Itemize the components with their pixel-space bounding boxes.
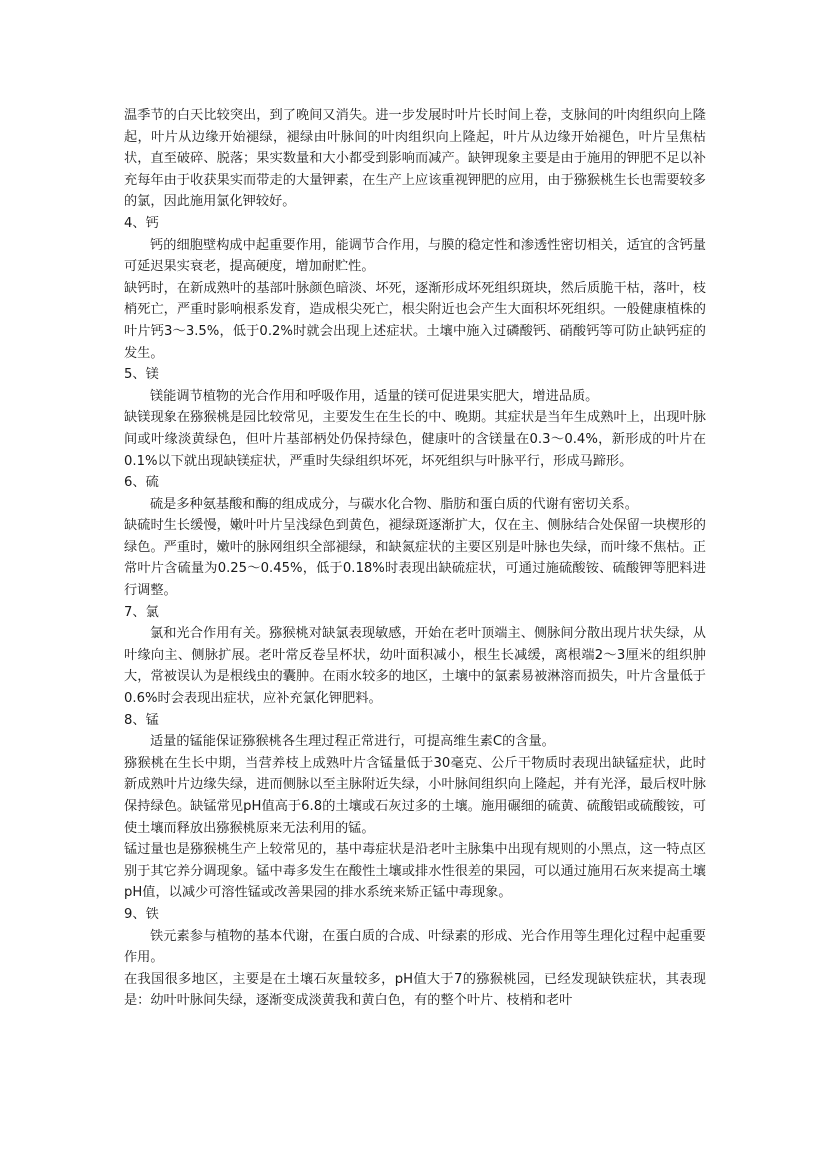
section-heading-calcium: 4、钙 [124, 215, 159, 231]
paragraph-magnesium-role: 镁能调节植物的光合作用和呼吸作用，适量的镁可促进果实肥大，增进品质。 [150, 388, 599, 404]
section-heading-chlorine: 7、氯 [124, 604, 159, 620]
section-heading-iron: 9、铁 [124, 906, 159, 922]
document-body [124, 105, 706, 1012]
section-heading-magnesium: 5、镁 [124, 367, 159, 383]
section-heading-sulfur: 6、硫 [124, 475, 159, 491]
paragraph-manganese-excess: 锰过量也是猕猴桃生产上较常见的，基中毒症状是沿老叶主脉集中出现有规则的小黑点，这一特点区别于其它养分调现象。锰中毒多发生在酸性土壤或排水性很差的果园，可以通过施用石灰来提高土壤pH值，以减少可溶性锰或改善果园的排水系统来矫正锰中毒现象。 [124, 842, 706, 901]
paragraph-manganese-role: 适量的锰能保证猕猴桃各生理过程正常进行，可提高维生素C的含量。 [150, 734, 555, 750]
paragraph-sulfur-role: 硫是多种氨基酸和酶的组成成分，与碳水化合物、脂肪和蛋白质的代谢有密切关系。 [150, 496, 638, 512]
paragraph-potassium-continued: 温季节的白天比较突出，到了晚间又消失。进一步发展时叶片长时间上卷，支脉间的叶肉组织向上隆起，叶片从边缘开始褪绿，褪绿由叶脉间的叶肉组织向上隆起，叶片从边缘开始褪色，叶片呈焦枯状，直至破碎、脱落；果实数量和大小都受到影响而减产。缺钾现象主要是由于施用的钾肥不足以补充每年由于收获果实而带走的大量钾素，在生产上应该重视钾肥的应用，由于猕猴桃生长也需要较多的氯，因此施用氯化钾较好。 [124, 108, 706, 210]
paragraph-sulfur-deficiency: 缺硫时生长缓慢，嫩叶叶片呈浅绿色到黄色，褪绿斑逐渐扩大，仅在主、侧脉结合处保留一块楔形的绿色。严重时，嫩叶的脉网组织全部褪绿，和缺氮症状的主要区别是叶脉也失绿，而叶缘不焦枯。正常叶片含硫量为0.25～0.45%，低于0.18%时表现出缺硫症状，可通过施硫酸铵、硫酸钾等肥料进行调整。 [124, 518, 706, 599]
paragraph-iron-deficiency: 在我国很多地区，主要是在土壤石灰量较多，pH值大于7的猕猴桃园，已经发现缺铁症状，其表现是：幼叶叶脉间失绿，逐渐变成淡黄我和黄白色，有的整个叶片、枝梢和老叶 [124, 971, 706, 1009]
paragraph-chlorine: 氯和光合作用有关。猕猴桃对缺氯表现敏感，开始在老叶顶端主、侧脉间分散出现片状失绿，从叶缘向主、侧脉扩展。老叶常反卷呈杯状，幼叶面积减小，根生长减缓，离根端2～3厘米的组织肿大，常被误认为是根线虫的囊肿。在雨水较多的地区，土壤中的氯素易被淋溶而损失，叶片含量低于0.6%时会表现出症状，应补充氯化钾肥料。 [124, 626, 706, 707]
section-heading-manganese: 8、锰 [124, 712, 159, 728]
paragraph-calcium-role: 钙的细胞壁构成中起重要作用，能调节合作用，与膜的稳定性和渗透性密切相关，适宜的含钙量可延迟果实衰老，提高硬度，增加耐贮性。 [124, 237, 706, 275]
paragraph-manganese-deficiency: 猕猴桃在生长中期，当营养枝上成熟叶片含锰量低于30毫克、公斤干物质时表现出缺锰症状，此时新成熟叶片边缘失绿，进而侧脉以至主脉附近失绿，小叶脉间组织向上隆起，并有光泽，最后杈叶脉保持绿色。缺锰常见pH值高于6.8的土壤或石灰过多的土壤。施用碾细的硫黄、硫酸铝或硫酸铵，可使土壤而释放出猕猴桃原来无法利用的锰。 [124, 755, 706, 836]
paragraph-calcium-deficiency: 缺钙时，在新成熟叶的基部叶脉颜色暗淡、坏死，逐渐形成坏死组织斑块，然后质脆干枯，落叶，枝梢死亡，严重时影响根系发育，造成根尖死亡，根尖附近也会产生大面积坏死组织。一般健康植株的叶片钙3～3.5%，低于0.2%时就会出现上述症状。土壤中施入过磷酸钙、硝酸钙等可防止缺钙症的发生。 [124, 280, 706, 361]
paragraph-magnesium-deficiency: 缺镁现象在猕猴桃是园比较常见，主要发生在生长的中、晚期。其症状是当年生成熟叶上，出现叶脉间或叶缘淡黄绿色，但叶片基部柄处仍保持绿色，健康叶的含镁量在0.3～0.4%，新形成的叶片在0.1%以下就出现缺镁症状，严重时失绿组织坏死，坏死组织与叶脉平行，形成马蹄形。 [124, 410, 706, 469]
paragraph-iron-role: 铁元素参与植物的基本代谢，在蛋白质的合成、叶绿素的形成、光合作用等生理化过程中起重要作用。 [124, 928, 706, 966]
